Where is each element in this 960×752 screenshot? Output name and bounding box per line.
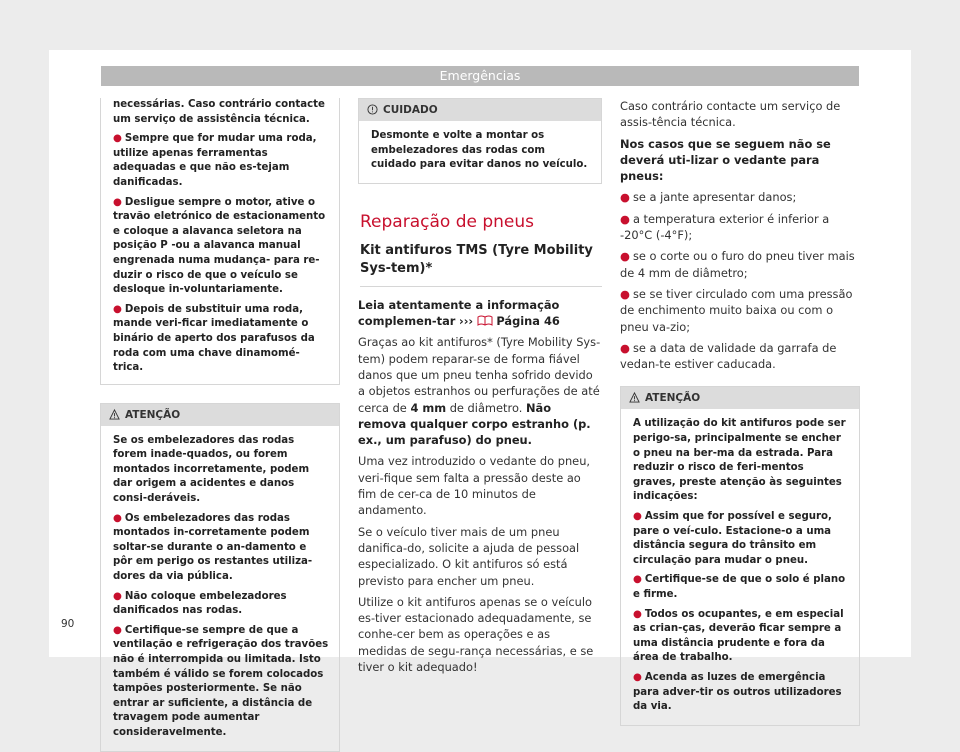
warning-header xyxy=(621,387,859,409)
warning-box-2 xyxy=(620,386,860,725)
list-item-text: Não coloque embelezadores danificados nas rodas. xyxy=(113,590,287,617)
warning-header xyxy=(101,404,339,426)
list-item-text: se a jante apresentar danos; xyxy=(632,190,797,205)
list-item xyxy=(620,286,860,335)
list-item xyxy=(113,132,329,190)
paragraph-usage: Utilize o kit antifuros apenas se o veículo es-tiver estacionado adequadamente, se conhe-cer bem as operações e as medidas de segu-rança necessárias, e se tiver o kit adequado! xyxy=(358,594,594,675)
text-run: Graças ao kit antifuros* (Tyre Mobility Sys-tem) podem reparar-se de forma fiável danos que um pneu tenha sofrido devido a objetos estranhos ou perfurações de até cerca de xyxy=(358,335,601,415)
bullet-icon: ● xyxy=(633,608,642,620)
text-run-bold: 4 mm xyxy=(410,400,447,415)
list-item-text: Os embelezadores das rodas montados in-corretamente podem soltar-se durante o an-damento e pôr em perigo os restantes utiliza-dores da via pública. xyxy=(113,512,313,583)
list-item xyxy=(633,417,849,505)
bullet-icon: ● xyxy=(113,303,122,315)
bullet-icon: ● xyxy=(633,574,642,586)
warning-label: ATENÇÃO xyxy=(645,392,701,405)
warning-triangle-icon xyxy=(109,409,120,420)
conditions-list xyxy=(620,189,860,372)
book-icon xyxy=(477,315,493,326)
paragraph-kit-intro xyxy=(358,334,602,448)
list-item-text: Assim que for possível e seguro, pare o veí-culo. Estacione-o a uma distância segura do trânsito em circulação para mudar o pneu. xyxy=(633,511,832,566)
page-number: 90 xyxy=(61,618,75,630)
text-run: de diâmetro. xyxy=(449,400,523,415)
list-item xyxy=(113,98,329,127)
paragraph-pressure: Uma vez introduzido o vedante do pneu, veri-fique sem falta a pressão deste ao fim de cer-ca de 10 minutos de andamento. xyxy=(358,454,591,518)
bullet-icon: ● xyxy=(113,624,122,636)
section-body xyxy=(358,297,602,676)
page-header: Emergências xyxy=(101,66,859,86)
warning-box xyxy=(100,403,340,752)
bullet-icon: ● xyxy=(620,211,630,226)
caution-box xyxy=(358,98,602,184)
list-item xyxy=(620,340,860,373)
caution-body: Desmonte e volte a montar os embelezadores das rodas com cuidado para evitar danos no veículo. xyxy=(371,130,588,171)
list-item-text: A utilização do kit antifuros pode ser perigo-sa, principalmente se encher o pneu na ber-ma da estrada. Para reduzir o risco de feri-mentos graves, preste atenção às seguintes indicações: xyxy=(633,418,846,503)
list-item xyxy=(620,211,860,244)
list-item xyxy=(620,189,860,205)
list-item xyxy=(113,590,329,619)
list-item xyxy=(620,248,860,281)
text-run-bold: Nos casos que se seguem não se deverá uti-lizar o vedante para pneus: xyxy=(620,136,831,184)
column-2 xyxy=(358,98,602,680)
safety-box-text xyxy=(101,98,339,384)
list-item-text: Acenda as luzes de emergência para adver-tir os outros utilizadores da via. xyxy=(633,671,842,713)
bullet-icon: ● xyxy=(113,133,122,145)
paragraph-contact-service: Caso contrário contacte um serviço de assis-tência técnica. xyxy=(620,99,841,130)
bullet-icon: ● xyxy=(113,512,122,524)
list-item xyxy=(113,512,329,585)
warning-triangle-icon xyxy=(629,392,640,403)
reference-arrows: ››› xyxy=(459,314,474,329)
bullet-icon: ● xyxy=(113,196,122,208)
warning-label: ATENÇÃO xyxy=(125,408,181,421)
list-item-text: necessárias. Caso contrário contacte um serviço de assistência técnica. xyxy=(113,99,325,125)
bullet-icon: ● xyxy=(113,590,122,602)
list-item-text: a temperatura exterior é inferior a -20°C (-4°F); xyxy=(620,211,830,243)
list-item xyxy=(113,624,329,741)
list-item xyxy=(633,608,849,666)
lead-text: Leia atentamente a informação complemen-tar xyxy=(358,297,560,329)
list-item xyxy=(633,510,849,568)
subsection-title: Kit antifuros TMS (Tyre Mobility Sys-tem)* xyxy=(360,242,602,287)
column-1 xyxy=(100,98,340,752)
bullet-icon: ● xyxy=(633,511,642,523)
page-reference-link[interactable]: Página 46 xyxy=(496,314,560,329)
warning-body xyxy=(621,409,859,724)
list-item-text: se a data de validade da garrafa de vedan-te estiver caducada. xyxy=(620,340,837,372)
list-item-text: Certifique-se sempre de que a ventilação e refrigeração dos travões não é interrompida ou limitada. Isto também é válido se forem colocados tampões posteriormente. Se não entrar ar suficiente, a distância de travagem pode aumentar consideravelmente. xyxy=(113,624,329,738)
info-circle-icon xyxy=(367,104,378,115)
list-item xyxy=(633,671,849,715)
list-item-text: Desligue sempre o motor, ative o travão eletrónico de estacionamento e coloque a alavanca seletora na posição P -ou a alavanca manual engrenada numa mudança- para re-duzir o risco de que o veículo se desloque in-voluntariamente. xyxy=(113,196,326,296)
bullet-icon: ● xyxy=(633,671,642,683)
bullet-icon: ● xyxy=(620,286,630,301)
section-title: Reparação de pneus xyxy=(360,211,535,232)
list-item xyxy=(113,303,329,376)
list-item-text: Certifique-se de que o solo é plano e firme. xyxy=(633,574,846,600)
list-item-text: Sempre que for mudar uma roda, utilize apenas ferramentas adequadas e que não es-tejam danificadas. xyxy=(113,133,317,188)
caution-label: CUIDADO xyxy=(383,104,438,116)
paragraph-do-not-use xyxy=(620,136,860,185)
paragraph-multiple-tyres: Se o veículo tiver mais de um pneu danifica-do, solicite a ajuda de pessoal especializado. O kit antifuros só está previsto para encher um pneu. xyxy=(358,524,580,588)
lead-paragraph xyxy=(358,297,602,330)
conditions-body xyxy=(620,98,860,372)
list-item-text: Todos os ocupantes, e em especial as crian-ças, deverão ficar sempre a uma distância prudente e fora da área de trabalho. xyxy=(633,608,844,664)
bullet-icon: ● xyxy=(620,249,630,264)
list-item-text: Se os embelezadores das rodas forem inade-quados, ou forem montados incorretamente, podem dar origem a acidentes e danos consi-deráveis. xyxy=(113,434,310,505)
list-item xyxy=(113,434,329,507)
bullet-icon: ● xyxy=(620,190,630,205)
bullet-icon: ● xyxy=(620,340,630,355)
text-run-bold: Não remova qualquer corpo estranho (p. ex., um parafuso) do pneu. xyxy=(358,400,591,448)
list-item xyxy=(113,196,329,298)
list-item-text: Depois de substituir uma roda, mande veri-ficar imediatamente o binário de aperto dos parafusos da roda com uma chave dinamomé-trica. xyxy=(113,303,315,374)
list-item-text: se se tiver circulado com uma pressão de enchimento muito baixa ou com o pneu va-zio; xyxy=(620,286,853,334)
list-item xyxy=(633,573,849,602)
column-3 xyxy=(620,98,860,726)
safety-box-continued xyxy=(100,98,340,385)
list-item-text: se o corte ou o furo do pneu tiver mais de 4 mm de diâmetro; xyxy=(620,249,855,280)
warning-body xyxy=(101,426,339,751)
caution-header xyxy=(359,99,601,121)
